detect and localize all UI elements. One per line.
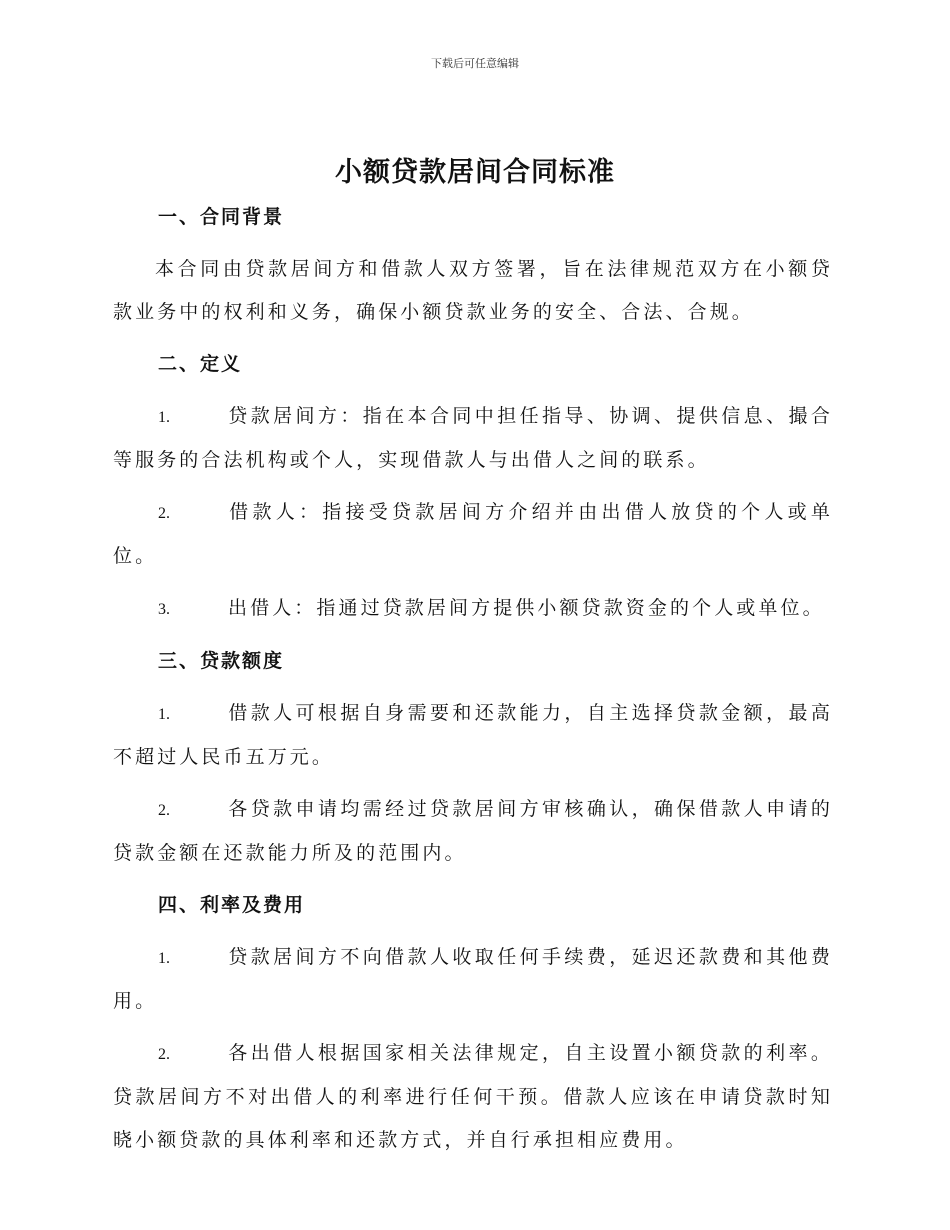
list-item-number: 1. xyxy=(158,409,170,426)
document-body xyxy=(113,196,833,1171)
list-item-number: 2. xyxy=(158,802,170,819)
list-item-number: 3. xyxy=(158,601,170,618)
section-heading: 一、合同背景 xyxy=(158,206,285,228)
list-item xyxy=(113,936,833,1023)
section-heading: 二、定义 xyxy=(158,353,243,375)
list-item-text: 贷款居间方不向借款人收取任何手续费，延迟还款费和其他费用。 xyxy=(113,946,833,1012)
list-item-text: 各出借人根据国家相关法律规定，自主设置小额贷款的利率。贷款居间方不对出借人的利率进行任何干预。借款人应该在申请贷款时知晓小额贷款的具体利率和还款方式，并自行承担相应费用。 xyxy=(113,1042,833,1151)
list-item xyxy=(113,788,833,875)
list-item xyxy=(113,491,833,578)
section-paragraph: 本合同由贷款居间方和借款人双方签署，旨在法律规范双方在小额贷款业务中的权利和义务，确保小额贷款业务的安全、合法、合规。 xyxy=(113,258,833,323)
list-item xyxy=(113,1032,833,1162)
section-heading: 四、利率及费用 xyxy=(158,894,306,916)
section-heading: 三、贷款额度 xyxy=(158,650,285,672)
list-item-number: 2. xyxy=(158,505,170,522)
list-item-text: 借款人：指接受贷款居间方介绍并由出借人放贷的个人或单位。 xyxy=(113,501,833,567)
list-item-text: 借款人可根据自身需要和还款能力，自主选择贷款金额，最高不超过人民币五万元。 xyxy=(113,702,833,768)
document-title: 小额贷款居间合同标准 xyxy=(335,157,615,188)
list-item xyxy=(113,587,833,631)
list-item-text: 出借人：指通过贷款居间方提供小额贷款资金的个人或单位。 xyxy=(228,597,825,619)
list-item xyxy=(113,395,833,482)
header-note: 下载后可任意编辑 xyxy=(431,57,519,70)
list-item-number: 2. xyxy=(158,1046,170,1063)
list-item-text: 各贷款申请均需经过贷款居间方审核确认，确保借款人申请的贷款金额在还款能力所及的范围内。 xyxy=(113,798,833,864)
list-item-number: 1. xyxy=(158,706,170,723)
list-item xyxy=(113,692,833,779)
list-item-text: 贷款居间方：指在本合同中担任指导、协调、提供信息、撮合等服务的合法机构或个人，实现借款人与出借人之间的联系。 xyxy=(113,405,833,471)
list-item-number: 1. xyxy=(158,950,170,967)
